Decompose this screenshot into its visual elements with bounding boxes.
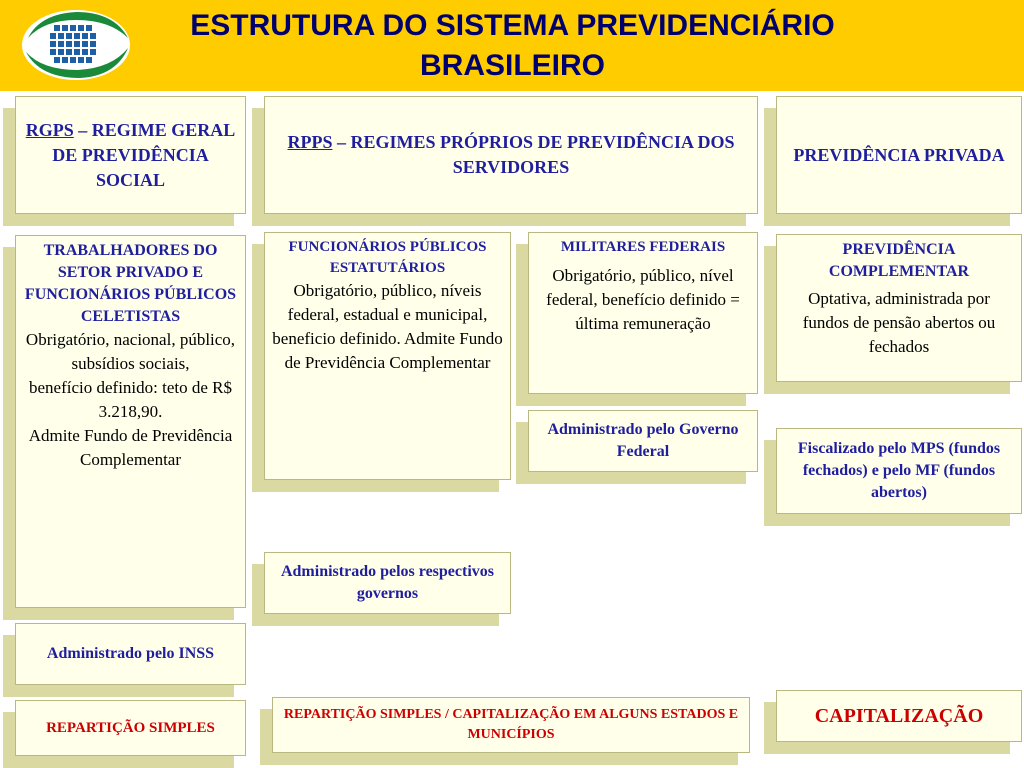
rgps-admin-box [15,623,246,685]
rgps-abbr: RGPS [25,119,74,140]
rpps-civil-box [264,232,511,480]
rpps-civil-desc: Obrigatório, público, níveis federal, estadual e municipal, beneficio definido. Admite Fundo de Previdência Complementar [272,281,503,372]
private-comp-desc: Optativa, administrada por fundos de pensão abertos ou fechados [802,289,996,356]
private-header-text: PREVIDÊNCIA PRIVADA [793,144,1005,165]
rpps-military-desc: Obrigatório, público, nível federal, benefício definido = última remuneração [546,266,740,333]
private-header-box [776,96,1022,214]
rgps-workers-desc-1: Obrigatório, nacional, público, subsídios sociais, [25,330,236,373]
rgps-workers-desc-2: benefício definido: teto de R$ 3.218,90. [29,378,232,421]
rpps-regime-text: REPARTIÇÃO SIMPLES / CAPITALIZAÇÃO EM ALGUNS ESTADOS E MUNICÍPIOS [283,707,739,742]
rgps-title: – REGIME GERAL DE PREVIDÊNCIA SOCIAL [52,119,236,190]
rgps-workers-box [15,235,246,608]
private-supervision-box [776,428,1022,514]
rgps-header-box [15,96,246,214]
rpps-military-title: MILITARES FEDERAIS [560,239,726,255]
private-regime-box [776,690,1022,742]
rpps-header-text [271,130,751,180]
rpps-civil-title: FUNCIONÁRIOS PÚBLICOS ESTATUTÁRIOS [288,239,487,276]
private-supervision-text: Fiscalizado pelo MPS (fundos fechados) e pelo MF (fundos abertos) [797,440,1001,501]
page-title-line2: BRASILEIRO [419,49,605,82]
rpps-military-admin-text: Administrado pelo Governo Federal [547,421,739,460]
page-title [140,6,885,86]
rpps-civil-admin-box [264,552,511,614]
private-comp-title: PREVIDÊNCIA COMPLEMENTAR [828,241,970,280]
rpps-title: – REGIMES PRÓPRIOS DE PREVIDÊNCIA DOS SERVIDORES [332,132,735,177]
rgps-regime-text: REPARTIÇÃO SIMPLES [46,719,215,736]
rgps-admin-text: Administrado pelo INSS [46,645,215,662]
header-bar [0,0,1024,91]
rgps-workers-title: TRABALHADORES DO SETOR PRIVADO E FUNCIONÁRIOS PÚBLICOS CELETISTAS [24,242,237,325]
inss-logo-icon [20,8,132,82]
rpps-abbr: RPPS [287,132,333,152]
rpps-military-box [528,232,758,394]
private-regime-text: CAPITALIZAÇÃO [814,705,984,727]
rpps-header-box [264,96,758,214]
rpps-military-admin-box [528,410,758,472]
rgps-workers-desc-3: Admite Fundo de Previdência Complementar [28,426,233,469]
rgps-header-text [22,118,239,193]
rpps-regime-box [272,697,750,753]
rpps-civil-admin-text: Administrado pelos respectivos governos [280,563,495,602]
page-title-line1: ESTRUTURA DO SISTEMA PREVIDENCIÁRIO [190,9,835,42]
private-comp-box [776,234,1022,382]
rgps-regime-box [15,700,246,756]
